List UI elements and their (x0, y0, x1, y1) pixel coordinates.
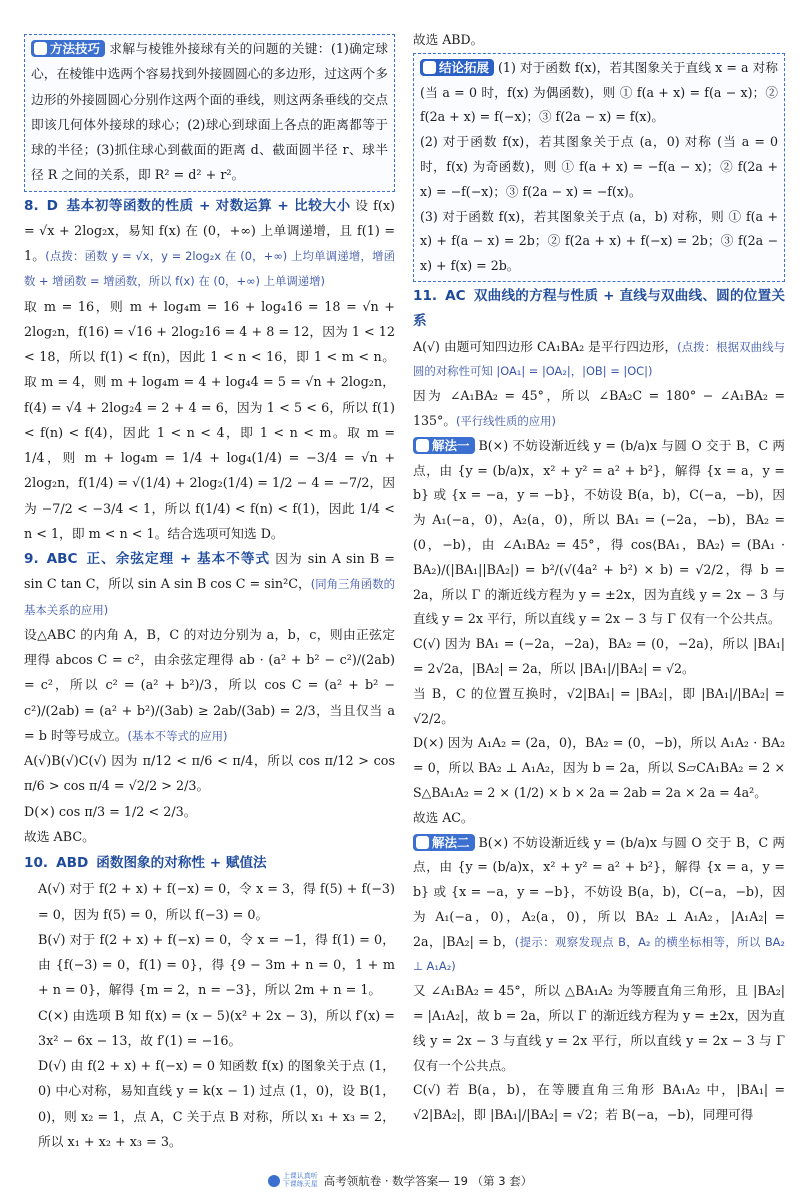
q9-heading: 9. ABC 正、余弦定理 + 基本不等式 (24, 551, 271, 567)
solution-1-tag: 解法一 (413, 437, 475, 454)
pencil-icon (416, 836, 429, 849)
q10-option-c: C(×) 由选项 B 知 f(x) = (x − 5)(x² + 2x − 3)，所以 f′(x) = 3x² − 6x − 13，故 f′(1) = −16。 (38, 1008, 395, 1049)
question-11 (413, 284, 785, 1128)
conclusion-extension-box (413, 53, 785, 282)
page-footer (0, 1172, 800, 1189)
q9-option-d: D(×) cos π/3 = 1/2 < 2/3。 (24, 804, 197, 820)
q9-hint-1: (同角三角函数的基本关系的应用) (24, 577, 395, 617)
q11-option-a: A(√) 由题可知四边形 CA₁BA₂ 是平行四边形， (413, 338, 678, 354)
q9-option-abc: A(√)B(√)C(√) 因为 π/12 < π/6 < π/4，所以 cos π/12 > cos π/6 > cos π/4 = √2/2 > 2/3。 (24, 754, 395, 795)
left-column (24, 34, 395, 1155)
conclusion-extension-tag: 结论拓展 (420, 59, 494, 76)
q9-hint-2: (基本不等式的应用) (127, 728, 228, 743)
extension-item-3: (3) 对于函数 f(x)，若其图象关于点 (a，b) 对称，则 ① f(a + x) + f(a − x) = 2b；② f(2a + x) + f(−x) = 2b；③ f(2a − x) + f(x) = 2b。 (420, 208, 778, 274)
brand-slogan: 上课认真听 下课练天星 (282, 1172, 318, 1188)
q10-option-d: D(√) 由 f(2 + x) + f(−x) = 0 知函数 f(x) 的图象关于点 (1，0) 中心对称，易知直线 y = k(x − 1) 过点 (1，0)，设 B(1，0)，则 x₂ = 1，点 A，C 关于点 B 对称，所以 x₁ + x₃ = 2，所以 x₁ + x₂ + x₃ = 3。 (38, 1059, 395, 1150)
q8-para-2: 取 m = 16，则 m + log₄m = 16 + log₄16 = 18 = √n + 2log₂n，f(16) = √16 + 2log₂16 = 4 + 8 = 12，因为 1 < 12 < 18，所以 f(1) < f(n)，因此 1 < n < 16，即 1 < m < n。取 m = 4，则 m + log₄m = 4 + log₄4 = 5 = √n + 2log₂n，f(4) = √4 + 2log₂4 = 2 + 4 = 6，因为 1 < 5 < 6，所以 f(1) < f(n) < f(4)，因此 1 < n < 4，即 1 < n < m。取 m = 1/4，则 m + log₄m = 1/4 + log₄(1/4) = −3/4 = √n + 2log₂n，f(1/4) = √(1/4) + 2log₂(1/4) = 1/2 − 4 = −7/2，因为 −7/2 < −3/4 < 1，所以 f(1/4) < f(n) < f(1)，因此 1/4 < n < 1，即 m < n < 1。结合选项可知选 D。 (24, 299, 395, 542)
q10-option-a: A(√) 对于 f(2 + x) + f(−x) = 0，令 x = 3，得 f(5) + f(−3) = 0，因为 f(5) = 0，所以 f(−3) = 0。 (38, 882, 395, 923)
method-tips-box (24, 34, 395, 192)
q11-sol1-option-d: D(×) 因为 A₁A₂ = (2a，0)，BA₂ = (0，−b)，所以 A₁A₂ · BA₂ = 0，所以 BA₂ ⊥ A₁A₂，因为 b = 2a，所以 S▱CA₁BA₂ = 2 × S△BA₁A₂ = 2 × (1/2) × b × 2a = 2ab = 2a × 2a = 4a²。 (413, 735, 785, 800)
q11-sol2-option-b: B(×) 不妨设渐近线 y = (b/a)x 与圆 O 交于 B，C 两点，由 {y = (b/a)x，x² + y² = a² + b²}，解得 {x = a，y = b} 或 {x = −a，y = −b}，不妨设 B(a，b)，C(−a，−b)，因为 A₁(−a，0)，A₂(a，0)，所以 BA₂ ⊥ A₁A₂，|A₁A₂| = 2a，|BA₂| = b， (413, 834, 785, 949)
q9-para-2: 设△ABC 的内角 A，B，C 的对边分别为 a，b，c，则由正弦定理得 abcos C = c²，由余弦定理得 ab · (a² + b² − c²)/(2ab) = c²，所以 c² = (a² + b²)/3，所以 cos C = (a² + b² − c²)/(2ab) = (a² + b²)/(3ab) ≥ 2ab/(3ab) = 2/3，当且仅当 a = b 时等号成立。 (24, 627, 395, 744)
q11-option-a-cont: 因为 ∠A₁BA₂ = 45°，所以 ∠BA₂C = 180° − ∠A₁BA₂ = 135°。 (413, 388, 785, 428)
book-icon (34, 42, 47, 55)
question-8 (24, 194, 395, 548)
q11-sol1-option-c-cont: 当 B，C 的位置互换时，√2|BA₁| = |BA₂|，即 |BA₁|/|BA₂| = √2/2。 (413, 685, 785, 726)
q8-heading: 8. D 基本初等函数的性质 + 对数运算 + 比较大小 (24, 197, 351, 214)
q10-heading: 10. ABD 函数图象的对称性 + 赋值法 (24, 855, 267, 871)
right-column (413, 28, 785, 1128)
pencil-icon (416, 439, 429, 452)
q8-para-1: 设 f(x) = √x + 2log₂x，易知 f(x) 在 (0，+∞) 上单调递增，且 f(1) = 1。 (24, 198, 395, 264)
q9-para-1: 因为 sin A sin B = sin C tan C，所以 sin A sin B cos C = sin²C， (24, 552, 395, 593)
extension-item-1: (1) 对于函数 f(x)，若其图象关于直线 x = a 对称 (当 a = 0 时，f(x) 为偶函数)，则 ① f(a + x) = f(a − x)；② f(2a + x) = f(−x)；③ f(2a − x) = f(x)。 (420, 59, 778, 125)
q11-sol1-option-b: B(×) 不妨设渐近线 y = (b/a)x 与圆 O 交于 B，C 两点，由 {y = (b/a)x，x² + y² = a² + b²}，解得 {x = a，y = b} 或 {x = −a，y = −b}，不妨设 B(a，b)，C(−a，−b)，因为 A₁(−a，0)，A₂(a，0)，所以 BA₁ = (−2a，−b)，BA₂ = (0，−b)，由 ∠A₁BA₂ = 45°，得 cos⟨BA₁，BA₂⟩ = (BA₁ · BA₂)/(|BA₁||BA₂|) = b²/(√(4a² + b²) × b) = √2/2，得 b = 2a，所以 Γ 的渐近线方程为 y = ±2x，因为直线 y = 2x − 3 与直线 y = 2x 平行，所以直线 y = 2x − 3 与 Γ 仅有一个公共点。 (413, 437, 785, 627)
brand-logo-icon (268, 1175, 280, 1187)
solution-2-tag: 解法二 (413, 834, 475, 851)
q11-heading: 11. AC 双曲线的方程与性质 + 直线与双曲线、圆的位置关系 (413, 287, 785, 329)
footer-text: 高考领航卷 · 数学答案— 19 （第 3 套） (323, 1174, 533, 1188)
expand-icon (423, 61, 436, 74)
q10-conclusion: 故选 ABD。 (413, 32, 484, 47)
q11-sol1-option-c: C(√) 因为 BA₁ = (−2a，−2a)，BA₂ = (0，−2a)，所以 |BA₁| = 2√2a，|BA₂| = 2a，所以 |BA₁|/|BA₂| = √2。 (413, 636, 785, 676)
q11-sol2-option-c: C(√) 若 B(a，b)，在等腰直角三角形 BA₁A₂ 中，|BA₁| = √2|BA₂|，即 |BA₁|/|BA₂| = √2；若 B(−a，−b)，同理可得 (413, 1082, 785, 1123)
q11-conclusion: 故选 AC。 (413, 809, 474, 825)
q11-hint-a2: (平行线性质的应用) (455, 413, 556, 428)
method-tips-text: 求解与棱锥外接球有关的问题的关键：(1)确定球心，在棱锥中选两个容易找到外接圆圆心的多边形，过这两个多边形的外接圆圆心分别作这两个面的垂线，则这两条垂线的交点即该几何体外接球的球心；(2)球心到球面上各点的距离都等于球的半径；(3)抓住球心到截面的距离 d、截面圆半径 r、球半径 R 之间的关系，即 R² = d² + r²。 (31, 42, 388, 184)
q11-hint-a: (点拨：根据双曲线与圆的对称性可知 |OA₁| = |OA₂|，|OB| = |OC|) (413, 339, 785, 379)
q11-hint-b2: (提示：观察发现点 B，A₂ 的横坐标相等，所以 BA₂ ⊥ A₁A₂) (413, 934, 785, 974)
q11-sol2-option-b-cont: 又 ∠A₁BA₂ = 45°，所以 △BA₁A₂ 为等腰直角三角形，且 |BA₂| = |A₁A₂|，故 b = 2a，所以 Γ 的渐近线方程为 y = ±2x，因为直线 y = 2x − 3 与直线 y = 2x 平行，所以直线 y = 2x − 3 与 Γ 仅有一个公共点。 (413, 983, 785, 1073)
question-9 (24, 547, 395, 850)
q8-hint: (点拨：函数 y = √x，y = 2log₂x 在 (0，+∞) 上均单调递增，增函数 + 增函数 = 增函数，所以 f(x) 在 (0，+∞) 上单调递增) (24, 249, 395, 289)
method-tips-tag: 方法技巧 (31, 40, 105, 57)
q10-option-b: B(√) 对于 f(2 + x) + f(−x) = 0，令 x = −1，得 f(1) = 0，由 {f(−3) = 0，f(1) = 0}，得 {9 − 3m + n = 0，1 + m + n = 0}，解得 {m = 2，n = −3}，所以 2m + n = 1。 (38, 932, 395, 999)
q9-conclusion: 故选 ABC。 (24, 829, 95, 845)
extension-item-2: (2) 对于函数 f(x)，若其图象关于点 (a，0) 对称 (当 a = 0 时，f(x) 为奇函数)，则 ① f(a + x) = −f(a − x)；② f(2a + x) = −f(−x)；③ f(2a − x) = −f(x)。 (420, 134, 778, 199)
question-10 (24, 851, 395, 1155)
